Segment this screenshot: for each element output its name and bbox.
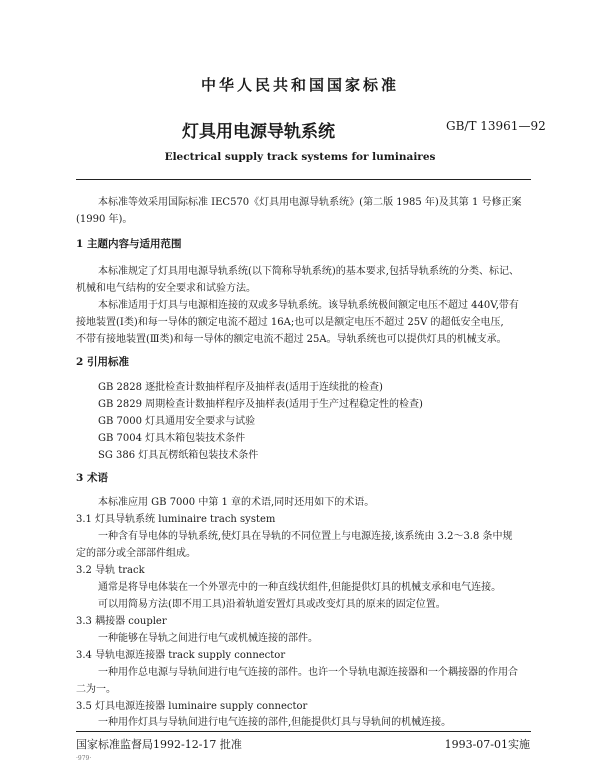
implementation-date: 1993-07-01实施 <box>444 738 530 751</box>
paragraph-line: 接地装置(Ⅰ类)和每一导体的额定电流不超过 16A;也可以是额定电压不超过 25V 的超低安全电压, <box>76 317 504 328</box>
term-definition-line: 一种用作总电源与导轨间进行电气连接的部件。也许一个导轨电源连接器和一个耦接器的作用合 <box>98 667 518 678</box>
paragraph-line: 机械和电气结构的安全要求和试验方法。 <box>76 283 256 294</box>
term-definition-line: 一种用作灯具与导轨间进行电气连接的部件,但能提供灯具与导轨间的机械连接。 <box>98 717 452 728</box>
term-definition-line: 可以用简易方法(即不用工具)沿着轨道安置灯具或改变灯具的原来的固定位置。 <box>98 599 446 610</box>
term-definition-line: 二为一。 <box>76 684 116 695</box>
section-3-intro: 本标准应用 GB 7000 中第 1 章的术语,同时还用如下的术语。 <box>98 497 375 508</box>
top-divider <box>76 179 531 180</box>
approval-date: 国家标准监督局1992-12-17 批准 <box>76 738 242 751</box>
reference-item: SG 386 灯具瓦楞纸箱包装技术条件 <box>98 450 259 461</box>
term-definition-line: 一种能够在导轨之间进行电气或机械连接的部件。 <box>98 633 318 644</box>
intro-line: 本标准等效采用国际标准 IEC570《灯具用电源导轨系统》(第二版 1985 年)及其第 1 号修正案 <box>98 197 522 208</box>
standard-title-english: Electrical supply track systems for luminaires <box>164 151 436 163</box>
reference-item: GB 2829 周期检查计数抽样程序及抽样表(适用于生产过程稳定性的检查) <box>98 399 423 410</box>
term-3-4-title: 3.4 导轨电源连接器 track supply connector <box>76 650 286 661</box>
section-2-heading: 2 引用标准 <box>76 356 129 368</box>
section-3-heading: 3 术语 <box>76 472 108 484</box>
bottom-divider <box>76 731 531 732</box>
section-1-heading: 1 主题内容与适用范围 <box>76 238 182 250</box>
paragraph-line: 本标准规定了灯具用电源导轨系统(以下简称导轨系统)的基本要求,包括导轨系统的分类、标记、 <box>98 266 519 277</box>
intro-line: (1990 年)。 <box>76 214 133 225</box>
reference-item: GB 7000 灯具通用安全要求与试验 <box>98 416 256 427</box>
paragraph-line: 本标准适用于灯具与电源相连接的双或多导轨系统。该导轨系统极间额定电压不超过 440V,带有 <box>98 300 519 311</box>
term-definition-line: 定的部分或全部部件组成。 <box>76 548 196 559</box>
standard-number: GB/T 13961—92 <box>446 119 546 133</box>
term-3-5-title: 3.5 灯具电源连接器 luminaire supply connector <box>76 701 308 712</box>
reference-item: GB 7004 灯具木箱包装技术条件 <box>98 433 246 444</box>
reference-item: GB 2828 逐批检查计数抽样程序及抽样表(适用于连续批的检查) <box>98 382 383 393</box>
term-definition-line: 通常是将导电体装在一个外罩壳中的一种直线状组件,但能提供灯具的机械支承和电气连接。 <box>98 582 502 593</box>
paragraph-line: 不带有接地装置(Ⅲ类)和每一导体的额定电流不超过 25A。导轨系统也可以提供灯具的机械支承。 <box>76 334 507 345</box>
term-3-3-title: 3.3 耦接器 coupler <box>76 616 167 627</box>
term-3-2-title: 3.2 导轨 track <box>76 565 145 576</box>
term-definition-line: 一种含有导电体的导轨系统,使灯具在导轨的不同位置上与电源连接,该系统由 3.2～3.8 条中规 <box>98 531 513 542</box>
term-3-1-title: 3.1 灯具导轨系统 luminaire trach system <box>76 514 276 525</box>
standard-title-chinese: 灯具用电源导轨系统 <box>182 122 335 142</box>
page-marker: ·979· <box>76 755 92 762</box>
national-standard-header: 中华人民共和国国家标准 <box>200 76 399 94</box>
